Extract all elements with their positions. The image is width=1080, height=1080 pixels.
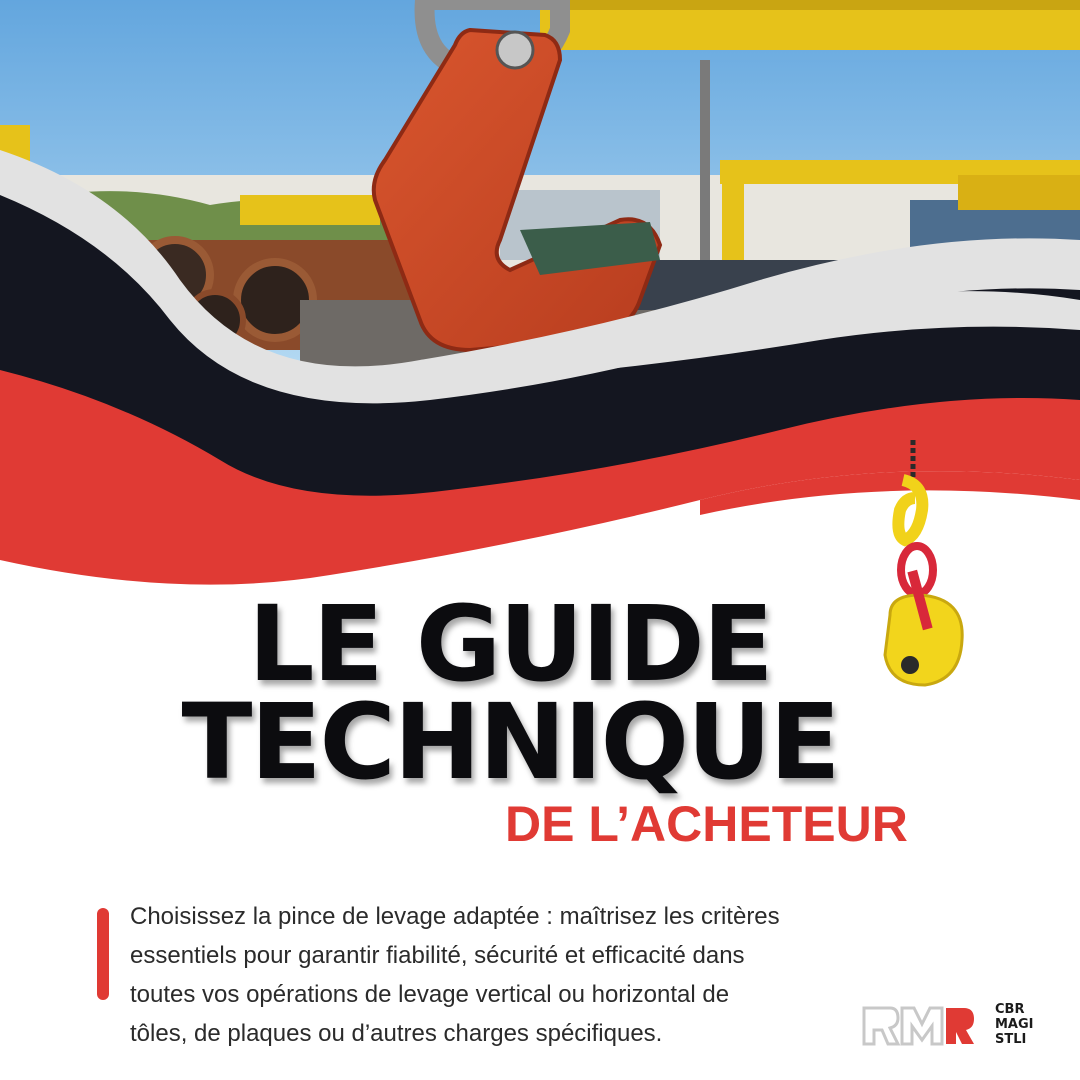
title-line-1: LE GUIDE — [248, 583, 772, 705]
description-line: Choisissez la pince de levage adaptée : maîtrisez les critères — [130, 903, 780, 930]
subtitle: DE L’ACHETEUR — [505, 796, 908, 852]
brand-logo-icon — [860, 1002, 975, 1050]
description-line: essentiels pour garantir fiabilité, sécurité et efficacité dans — [130, 942, 745, 969]
gantry-top — [540, 8, 1080, 50]
logo-text-line: MAGI — [995, 1017, 1034, 1032]
description-line: toutes vos opérations de levage vertical ou horizontal de — [130, 981, 730, 1008]
accent-bar — [97, 908, 109, 1000]
logo-text-line: STLI — [995, 1032, 1027, 1047]
title-line-2: TECHNIQUE — [181, 681, 839, 803]
brand-logo-text — [995, 1002, 1034, 1047]
description — [130, 897, 870, 1053]
description-line: tôles, de plaques ou d’autres charges spécifiques. — [130, 1020, 663, 1047]
logo-text-line: CBR — [995, 1002, 1025, 1017]
